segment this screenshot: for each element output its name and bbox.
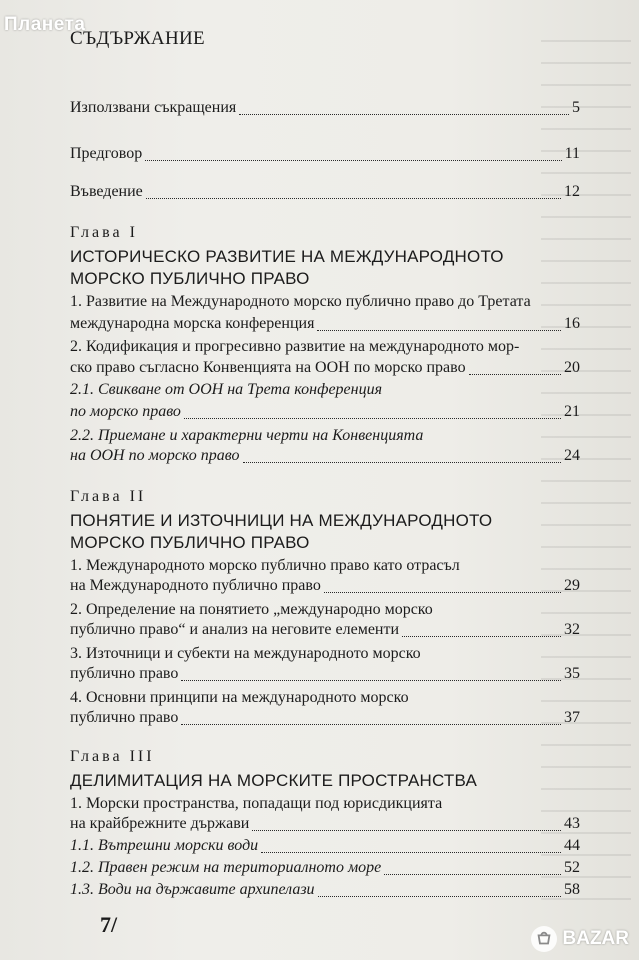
toc-entry-2-4-line1: 4. Основни принципи на международното морско <box>70 689 409 706</box>
bazar-logo-icon <box>531 926 557 952</box>
toc-entry-2-1: на Международното публично право 29 <box>70 577 580 594</box>
chapter-2-title-line2: МОРСКО ПУБЛИЧНО ПРАВО <box>70 533 310 552</box>
watermark-bottom: BAZAR <box>531 926 630 952</box>
chapter-2-title-line1: ПОНЯТИЕ И ИЗТОЧНИЦИ НА МЕЖДУНАРОДНОТО <box>70 511 493 530</box>
toc-entry-introduction: Въведение 12 <box>70 183 580 200</box>
chapter-1-title-line1: ИСТОРИЧЕСКО РАЗВИТИЕ НА МЕЖДУНАРОДНОТО <box>70 247 504 266</box>
toc-entry-2-2: публично право“ и анализ на неговите елементи 32 <box>70 621 580 638</box>
toc-entry-3-1-2: 1.2. Правен режим на териториалното море 52 <box>70 859 580 876</box>
toc-entry-1-1: международна морска конференция 16 <box>70 315 580 332</box>
chapter-3-title: ДЕЛИМИТАЦИЯ НА МОРСКИТЕ ПРОСТРАНСТВА <box>70 771 478 790</box>
toc-entry-1-2-1-line1: 2.1. Свикване от ООН на Трета конференция <box>70 381 383 398</box>
toc-entry-1-2-line1: 2. Кодификация и прогресивно развитие на международното мор- <box>70 338 520 355</box>
page-title: СЪДЪРЖАНИЕ <box>70 28 205 49</box>
toc-entry-3-1-3: 1.3. Води на държавите архипелази 58 <box>70 881 580 898</box>
toc-entry-1-2-1: по морско право 21 <box>70 403 580 420</box>
toc-entry-preface: Предговор 11 <box>70 145 580 162</box>
toc-entry-1-2: ско право съгласно Конвенцията на ООН по морско право 20 <box>70 359 580 376</box>
chapter-2-label: Глава II <box>70 488 147 505</box>
watermark-top: Планета <box>4 14 86 35</box>
toc-entry-2-3-line1: 3. Източници и субекти на международното морско <box>70 645 421 662</box>
toc-entry-2-4: публично право 37 <box>70 709 580 726</box>
chapter-1-label: Глава I <box>70 224 138 241</box>
toc-entry-2-1-line1: 1. Международното морско публично право като отрасъл <box>70 557 460 574</box>
chapter-1-title-line2: МОРСКО ПУБЛИЧНО ПРАВО <box>70 269 310 288</box>
show-through-text <box>541 40 631 900</box>
page-number: 7/ <box>100 912 118 937</box>
toc-entry-3-1-line1: 1. Морски пространства, попадащи под юрисдикцията <box>70 795 443 812</box>
toc-entry-3-1: на крайбрежните държави 43 <box>70 815 580 832</box>
toc-entry-1-2-2-line1: 2.2. Приемане и характерни черти на Конвенцията <box>70 427 424 444</box>
toc-entry-2-2-line1: 2. Определение на понятието „международно морско <box>70 601 433 618</box>
toc-entry-abbreviations: Използвани съкращения 5 <box>70 99 580 116</box>
toc-entry-3-1-1: 1.1. Вътрешни морски води 44 <box>70 837 580 854</box>
toc-entry-2-3: публично право 35 <box>70 665 580 682</box>
toc-entry-1-1-line1: 1. Развитие на Международното морско публично право до Третата <box>70 293 531 310</box>
toc-entry-1-2-2: на ООН по морско право 24 <box>70 447 580 464</box>
chapter-3-label: Глава III <box>70 748 155 765</box>
